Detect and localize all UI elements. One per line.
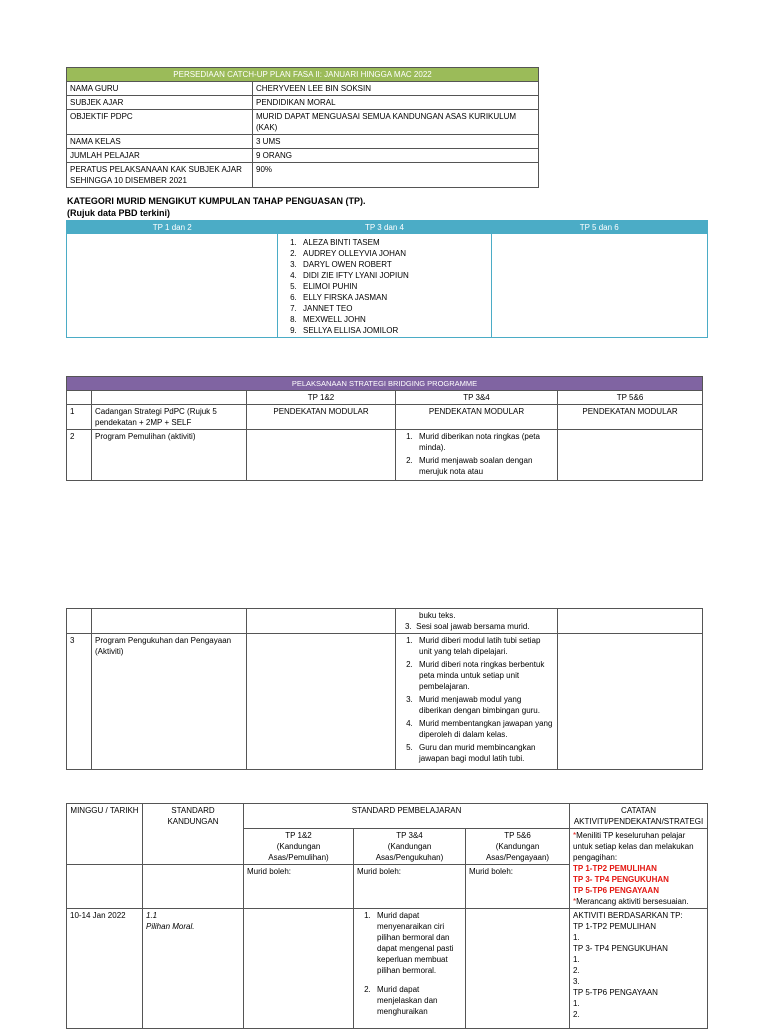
catatan-header: CATATAN AKTIVITI/PENDEKATAN/STRATEGI: [570, 804, 708, 829]
kategori-subheading: (Rujuk data PBD terkini): [67, 208, 171, 218]
pemulihan-cell: [396, 430, 558, 481]
aktiviti-tp: TP 1-TP2 PEMULIHAN: [573, 922, 657, 931]
student-list: [281, 237, 488, 336]
info-title: PERSEDIAAN CATCH-UP PLAN FASA II: JANUARI HINGGA MAC 2022: [67, 68, 539, 82]
kategori-col-header: TP 3 dan 4: [278, 221, 492, 235]
info-value: MURID DAPAT MENGUASAI SEMUA KANDUNGAN ASAS KURIKULUM (KAK): [253, 110, 539, 135]
activity-item: 2. Murid diberi nota ringkas berbentuk peta minda untuk setiap unit pembelajaran.: [415, 659, 554, 692]
bridging-table-continued: [66, 608, 703, 770]
row-label: Program Pengukuhan dan Pengayaan (Aktiviti): [92, 634, 247, 770]
aktiviti-num: 2.: [573, 966, 580, 975]
tp56-cell: [492, 234, 708, 338]
student-item: 9. SELLYA ELLISA JOMILOR: [299, 325, 488, 336]
catatan-note: Meniliti TP keseluruhan pelajar untuk setiap kelas dan melakukan pengagihan:: [573, 831, 694, 862]
student-item: 7. JANNET TEO: [299, 303, 488, 314]
row-number: 1: [67, 405, 92, 430]
student-item: 8. MEXWELL JOHN: [299, 314, 488, 325]
info-label: PERATUS PELAKSANAAN KAK SUBJEK AJAR SEHINGGA 10 DISEMBER 2021: [67, 163, 253, 188]
bridging-col-header: TP 3&4: [396, 391, 558, 405]
continued-item: Sesi soal jawab bersama murid.: [416, 622, 530, 631]
student-item: 2. AUDREY OLLEYVIA JOHAN: [299, 248, 488, 259]
info-value: CHERYVEEN LEE BIN SOKSIN: [253, 82, 539, 96]
continued-cell: buku teks. 3. Sesi soal jawab bersama murid.: [396, 609, 558, 634]
kategori-col-header: TP 5 dan 6: [492, 221, 708, 235]
sk-text: Pilihan Moral.: [146, 922, 195, 931]
activity-list: [399, 431, 554, 477]
murid-boleh: Murid boleh:: [354, 865, 466, 909]
standard-kandungan-cell: [143, 909, 244, 1029]
bridging-col-header: TP 1&2: [247, 391, 396, 405]
aktiviti-num: 2.: [573, 1010, 580, 1019]
sp-list: [357, 910, 462, 1017]
info-value: 9 ORANG: [253, 149, 539, 163]
sp-item: 2. Murid dapat menjelaskan dan menghuraikan: [373, 984, 462, 1017]
catatan-red: TP 1-TP2 PEMULIHAN: [573, 864, 657, 873]
activity-item: 2. Murid menjawab soalan dengan merujuk nota atau: [415, 455, 554, 477]
kategori-col-header: TP 1 dan 2: [67, 221, 278, 235]
aktiviti-num: 1.: [573, 933, 580, 942]
info-label: SUBJEK AJAR: [67, 96, 253, 110]
tp-sub: (Kandungan Asas/Pengukuhan): [375, 842, 444, 862]
info-label: NAMA KELAS: [67, 135, 253, 149]
tp-sub: (Kandungan Asas/Pemulihan): [268, 842, 329, 862]
pendekatan-value: PENDEKATAN MODULAR: [396, 405, 558, 430]
info-value: 3 UMS: [253, 135, 539, 149]
pembelajaran-header: STANDARD PEMBELAJARAN: [244, 804, 570, 829]
rancangan-table: [66, 803, 708, 1029]
tp-col-header: [244, 829, 354, 865]
murid-boleh: Murid boleh:: [466, 865, 570, 909]
pengukuhan-cell: [396, 634, 558, 770]
murid-boleh: Murid boleh:: [244, 865, 354, 909]
bridging-table: [66, 376, 703, 481]
bridging-col-header: TP 5&6: [558, 391, 703, 405]
tp-name: TP 3&4: [396, 831, 423, 840]
tp-col-header: [466, 829, 570, 865]
sp-cell: [354, 909, 466, 1029]
catatan-red: TP 5-TP6 PENGAYAAN: [573, 886, 659, 895]
tp12-cell: [67, 234, 278, 338]
tp-name: TP 1&2: [285, 831, 312, 840]
pendekatan-value: PENDEKATAN MODULAR: [558, 405, 703, 430]
aktiviti-num: 1.: [573, 955, 580, 964]
sp-item: 1. Murid dapat menyenaraikan ciri pilihan bermoral dan dapat mengenal pasti keperluan membuat pilihan bermoral.: [373, 910, 462, 976]
activity-item: 3. Murid menjawab modul yang diberikan dengan bimbingan guru.: [415, 694, 554, 716]
row-label: Cadangan Strategi PdPC (Rujuk 5 pendekatan + 2MP + SELF: [92, 405, 247, 430]
info-value: PENDIDIKAN MORAL: [253, 96, 539, 110]
tp-name: TP 5&6: [504, 831, 531, 840]
aktiviti-tp: TP 5-TP6 PENGAYAAN: [573, 988, 658, 997]
activity-item: 4. Murid membentangkan jawapan yang diperoleh di dalam kelas.: [415, 718, 554, 740]
row-number: 3: [67, 634, 92, 770]
minggu-header: MINGGU / TARIKH: [67, 804, 143, 865]
standard-header: STANDARD KANDUNGAN: [143, 804, 244, 865]
info-table: [66, 67, 539, 188]
aktiviti-title: AKTIVITI BERDASARKAN TP:: [573, 911, 683, 920]
student-item: 3. DARYL OWEN ROBERT: [299, 259, 488, 270]
row-label: Program Pemulihan (aktiviti): [92, 430, 247, 481]
aktiviti-num: 3.: [573, 977, 580, 986]
catatan-red: TP 3- TP4 PENGUKUHAN: [573, 875, 669, 884]
kategori-heading: KATEGORI MURID MENGIKUT KUMPULAN TAHAP PENGUASAN (TP).: [67, 196, 366, 206]
catatan-note: Merancang aktiviti bersesuaian.: [576, 897, 689, 906]
student-item: 1. ALEZA BINTI TASEM: [299, 237, 488, 248]
tarikh: 10-14 Jan 2022: [67, 909, 143, 1029]
pendekatan-value: PENDEKATAN MODULAR: [247, 405, 396, 430]
activity-item: 1. Murid diberikan nota ringkas (peta minda).: [415, 431, 554, 453]
catatan-cell: *Meniliti TP keseluruhan pelajar untuk setiap kelas dan melakukan pengagihan: TP 1-TP2 PEMULIHAN TP 3- TP4 PENGUKUHAN TP 5-TP6 PENGAYAAN *Merancang aktiviti bersesuaian.: [570, 829, 708, 909]
student-item: 6. ELLY FIRSKA JASMAN: [299, 292, 488, 303]
activity-list: [399, 635, 554, 764]
info-value: 90%: [253, 163, 539, 188]
sk-number: 1.1: [146, 911, 158, 920]
aktiviti-cell: [570, 909, 708, 1029]
student-item: 5. ELIMOI PUHIN: [299, 281, 488, 292]
aktiviti-num: 1.: [573, 999, 580, 1008]
bridging-title: PELAKSANAAN STRATEGI BRIDGING PROGRAMME: [67, 377, 703, 391]
student-item: 4. DIDI ZIE IFTY LYANI JOPIUN: [299, 270, 488, 281]
info-label: JUMLAH PELAJAR: [67, 149, 253, 163]
tp34-cell: [278, 234, 492, 338]
aktiviti-tp: TP 3- TP4 PENGUKUHAN: [573, 944, 668, 953]
tp-sub: (Kandungan Asas/Pengayaan): [485, 842, 550, 862]
kategori-table: [66, 220, 708, 338]
info-label: OBJEKTIF PDPC: [67, 110, 253, 135]
row-number: 2: [67, 430, 92, 481]
activity-item: 5. Guru dan murid membincangkan jawapan bagi modul latih tubi.: [415, 742, 554, 764]
tp-col-header: [354, 829, 466, 865]
activity-item: 1. Murid diberi modul latih tubi setiap unit yang telah dipelajari.: [415, 635, 554, 657]
continued-text: buku teks.: [419, 611, 456, 620]
info-label: NAMA GURU: [67, 82, 253, 96]
